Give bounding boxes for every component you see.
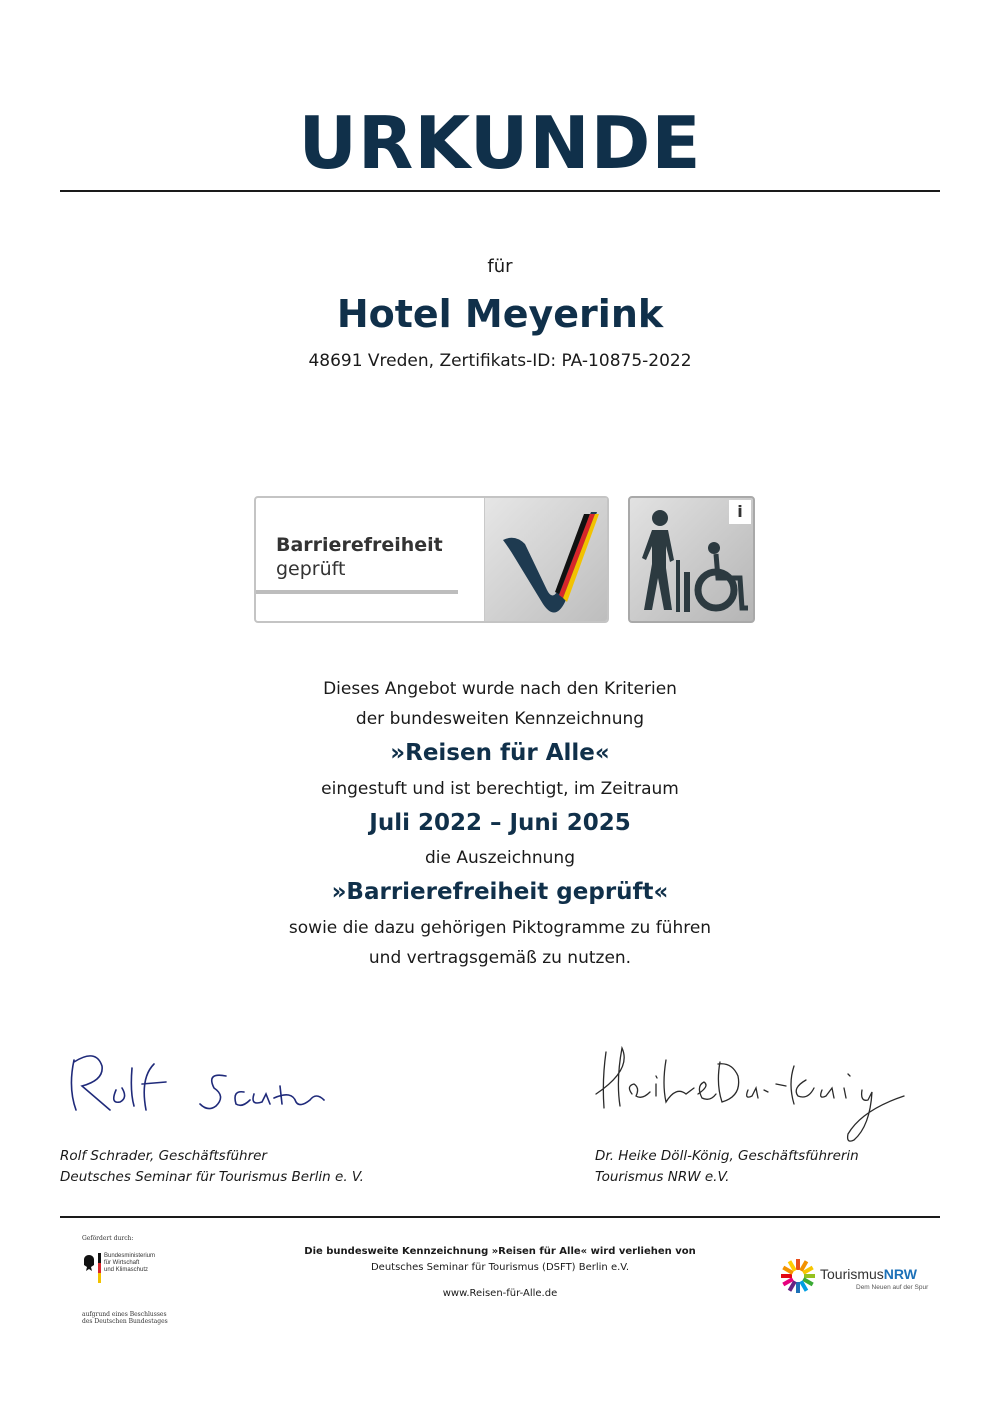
recipient-name: Hotel Meyerink — [336, 292, 664, 336]
footer-website-link[interactable]: www.Reisen-für-Alle.de — [442, 1288, 558, 1299]
document-title: URKUNDE — [298, 101, 702, 185]
ministry-line-1: Bundesministerium — [104, 1253, 156, 1259]
top-divider — [60, 190, 940, 192]
statement-line-4: die Auszeichnung — [425, 848, 575, 868]
ministry-line-2: für Wirtschaft — [104, 1260, 140, 1266]
logo-text-line2: geprüft — [276, 558, 346, 580]
statement-line-1: Dieses Angebot wurde nach den Kriterien — [323, 679, 677, 699]
statement-line-3: eingestuft und ist berechtigt, im Zeitraum — [321, 779, 679, 799]
left-signatory-organization: Deutsches Seminar für Tourismus Berlin e. V. — [60, 1169, 364, 1185]
ministry-line-3: und Klimaschutz — [104, 1267, 149, 1273]
walking-aid-wheelchair-icon — [630, 498, 753, 621]
funding-note-line-1: aufgrund eines Beschlusses — [82, 1311, 167, 1318]
right-signatory-name: Dr. Heike Döll-König, Geschäftsführerin — [595, 1148, 859, 1164]
statement-line-5: sowie die dazu gehörigen Piktogramme zu führen — [288, 918, 712, 938]
right-signatory-organization: Tourismus NRW e.V. — [595, 1169, 730, 1185]
funding-note-line-2: des Deutschen Bundestages — [82, 1318, 168, 1325]
info-icon: i — [729, 500, 751, 524]
award-label: »Barrierefreiheit geprüft« — [331, 879, 669, 905]
footer-organization-line: Deutsches Seminar für Tourismus (DSFT) Berlin e.V. — [370, 1262, 630, 1273]
tnrw-word-tourismus: Tourismus — [820, 1266, 884, 1282]
for-label: für — [487, 256, 513, 277]
signature-rolf-schrader — [66, 1048, 336, 1124]
footer-divider — [60, 1216, 940, 1218]
funding-label: Gefördert durch: — [82, 1235, 134, 1242]
barrierefreiheit-logo — [254, 496, 609, 623]
footer-award-line: Die bundesweite Kennzeichnung »Reisen für Alle« wird verliehen von — [304, 1246, 696, 1257]
checkmark-icon — [485, 498, 609, 621]
accessibility-pictogram — [628, 496, 755, 623]
logo-text-line1: Barrierefreiheit — [276, 534, 443, 556]
statement-line-6: und vertragsgemäß zu nutzen. — [368, 948, 632, 968]
checkmark-panel — [484, 498, 609, 621]
tnrw-tagline: Dem Neuen auf der Spur — [856, 1284, 929, 1291]
program-label: »Reisen für Alle« — [390, 740, 610, 766]
sunburst-icon — [780, 1258, 816, 1294]
tnrw-word-nrw: NRW — [883, 1266, 917, 1282]
certificate-id-line: 48691 Vreden, Zertifikats-ID: PA-10875-2022 — [308, 351, 692, 371]
validity-period: Juli 2022 – Juni 2025 — [369, 810, 631, 836]
signature-heike-doell-koenig — [592, 1040, 912, 1154]
logo-underline — [256, 590, 458, 594]
left-signatory-name: Rolf Schrader, Geschäftsführer — [60, 1148, 267, 1164]
statement-line-2: der bundesweiten Kennzeichnung — [355, 709, 645, 729]
